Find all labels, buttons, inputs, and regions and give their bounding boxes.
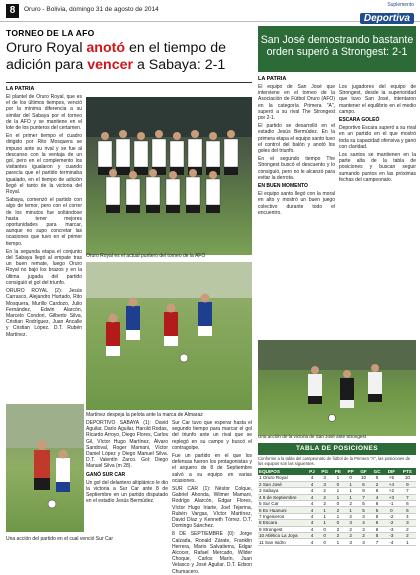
- stat-cell: 2: [331, 533, 344, 539]
- stat-cell: 3: [357, 513, 370, 519]
- match-photo-small: [6, 404, 84, 532]
- standings-title: TABLA DE POSICIONES: [258, 443, 416, 455]
- supplement-logo: [336, 2, 414, 24]
- table-row: [258, 475, 416, 481]
- stat-cell: 10: [357, 475, 370, 481]
- paragraph: Sabaya, comenzó el partido con algo de temor, pero con el correr de los minutos fue soltándose hasta tener mejores oportunidades para marcar, aunque no supo concretar las ocasiones que tuvo en el primer tiempo.: [6, 197, 82, 247]
- column-header: PJ: [306, 468, 318, 475]
- stat-cell: 6: [357, 481, 370, 487]
- right-story-headline-box: [258, 26, 416, 72]
- san-jose-action-illustration: [258, 340, 416, 436]
- team-cell: 11 San Isidro: [258, 539, 306, 545]
- right-story-section-label: LA PATRIA: [258, 76, 287, 82]
- stat-cell: 7: [399, 494, 416, 500]
- stat-cell: 2: [399, 533, 416, 539]
- stat-cell: 1: [344, 507, 357, 513]
- stat-cell: 0: [331, 481, 344, 487]
- photo-caption: Una acción del partido en el cual venció Sur Car: [6, 536, 114, 542]
- left-story-column-2: [86, 420, 168, 532]
- column-header: DIF: [384, 468, 399, 475]
- stat-cell: 4: [306, 520, 318, 526]
- column-header: PG: [318, 468, 332, 475]
- stat-cell: 7: [399, 488, 416, 494]
- left-story-headline: [6, 40, 252, 74]
- stat-cell: -2: [384, 520, 399, 526]
- table-row: [258, 539, 416, 545]
- subheading: GANÓ SUR CAR: [86, 471, 126, 478]
- supplement-label: Suplemento: [387, 2, 414, 8]
- stat-cell: 7: [370, 539, 384, 545]
- stat-cell: 0: [331, 501, 344, 507]
- formation-text: SUR CAR (1): Néstor Colque, Gabriel Ahonda, Wilmer Mamani, Rodrigo Alarcón, Edgar Flores, Víctor Hugo Iriarte, Joel Tejerina, Rubén Vargas, Víctor Martínez, David Díaz y Kenneth Tórrez. D.T. Domingo Sánchez.: [172, 486, 252, 530]
- stat-cell: +4: [384, 481, 399, 487]
- stat-cell: 1: [344, 481, 357, 487]
- stat-cell: 6: [399, 501, 416, 507]
- paragraph: Sur Car tuvo que esperar hasta el segundo tiempo para marcar el gol del triunfo ante un rival que se replegó en su campo y buscó el contragolpe.: [172, 420, 252, 451]
- sur-car-action-illustration: [6, 404, 84, 532]
- standings-header-row: [258, 468, 416, 475]
- team-cell: 6 Ex Huanuni: [258, 507, 306, 513]
- stat-cell: 1: [344, 494, 357, 500]
- column-header: PP: [344, 468, 357, 475]
- stat-cell: 2: [370, 481, 384, 487]
- stat-cell: 6: [370, 526, 384, 532]
- stat-cell: 1: [331, 475, 344, 481]
- stat-cell: 9: [399, 481, 416, 487]
- stat-cell: 2: [331, 526, 344, 532]
- stat-cell: 3: [318, 475, 332, 481]
- stat-cell: 5: [370, 533, 384, 539]
- stat-cell: 2: [399, 526, 416, 532]
- right-story-column-1: [258, 84, 335, 336]
- paragraph: El plantel de Oruro Royal, que es el de los últimos tiempos, venció por la mínima diferencia a su similar del Sabaya por el torneo de la AFO y se mantiene en el lote de los punteros del certamen.: [6, 94, 82, 132]
- stat-cell: +5: [384, 475, 399, 481]
- stat-cell: 0: [331, 520, 344, 526]
- stat-cell: -4: [384, 539, 399, 545]
- stat-cell: 5: [357, 507, 370, 513]
- stat-cell: 5: [370, 507, 384, 513]
- team-cell: 1 Oruro Royal: [258, 475, 306, 481]
- stat-cell: 2: [331, 507, 344, 513]
- headline-part: a Sabaya: 2-1: [133, 57, 226, 73]
- column-header: EQUIPOS: [258, 468, 306, 475]
- paragraph: En el segundo tiempo The Strongest buscó el descuento y lo consiguió, pero no le alcanzó para evitar la derrota.: [258, 156, 335, 181]
- stat-cell: +3: [384, 494, 399, 500]
- paragraph: En el primer tiempo el cuadro dirigido por Rito Mosquera se impuso ante su rival y se fue al descanso con la ventaja de un gol, pero en el complemento los visitantes igualaron y cuando parecía que el partido terminaba igualado, en el tiempo de adición llegó el tanto de la victoria del Royal.: [6, 133, 82, 196]
- san-jose-match-photo: [258, 340, 416, 436]
- paragraph: El partido se desarrolló en el estadio Jesús Bermúdez. En la primera etapa el equipo santo tuvo el control del balón y anotó los goles del triunfo.: [258, 123, 335, 155]
- team-cell: 5 Sur Car: [258, 501, 306, 507]
- stat-cell: -3: [384, 533, 399, 539]
- formation-text: ORURO ROYAL (2): Jesús Carrasco, Alejandro Hurtado, Rito Mosquera, Murillo Cardozo, Julio Fernández, Edwin Alarcón, Marcelo Condori, Gilberto Silva, Cristian Rodríguez, Juan Ancalle y Cristian López. D.T. Rubén Martínez.: [6, 288, 82, 338]
- stat-cell: 4: [306, 526, 318, 532]
- stat-cell: 1: [331, 539, 344, 545]
- standings-note: Conforme a la tabla del campeonato de fútbol de la Primera "A", las posiciones de los equipos son las siguientes.: [258, 456, 411, 466]
- photo-caption: Una acción de la victoria de San José ante Strongest: [258, 434, 367, 439]
- team-cell: 9 Strongest: [258, 526, 306, 532]
- paragraph: En la segunda etapa el conjunto del Sabaya llegó al empate tras un buen remate, luego Oruro Royal no bajó los brazos y en la última jugada del partido consiguió el gol del triunfo.: [6, 248, 82, 286]
- column-header: GF: [357, 468, 370, 475]
- table-row: [258, 494, 416, 500]
- table-row: [258, 526, 416, 532]
- stat-cell: 2: [318, 501, 332, 507]
- stat-cell: 3: [344, 520, 357, 526]
- page-date-line: Oruro - Bolivia, domingo 31 de agosto de 2014: [24, 6, 159, 13]
- stat-cell: 8: [357, 488, 370, 494]
- headline-highlight: vencer: [87, 57, 133, 73]
- stat-cell: 5: [370, 475, 384, 481]
- team-photo: [86, 97, 252, 255]
- page-number: 8: [6, 4, 19, 18]
- stat-cell: 2: [344, 501, 357, 507]
- stat-cell: 0: [384, 507, 399, 513]
- left-story-section-label: LA PATRIA: [6, 86, 35, 92]
- headline-divider: [6, 82, 252, 83]
- stat-cell: 4: [306, 533, 318, 539]
- standings-body: [258, 475, 416, 545]
- stat-cell: 4: [306, 513, 318, 519]
- paragraph: Un gol del delantero altiplánico le dio la victoria a Sur Car ante 8 de Septiembre en un partido disputado en el estadio Jesús Bermúdez.: [86, 479, 168, 505]
- stat-cell: 0: [318, 539, 332, 545]
- stat-cell: 3: [344, 539, 357, 545]
- photo-caption: Martínez despeja la pelota ante la marca de Almaraz: [86, 412, 203, 418]
- stat-cell: 6: [370, 488, 384, 494]
- team-lineup-illustration: [86, 97, 252, 255]
- stat-cell: 1: [331, 513, 344, 519]
- stat-cell: 0: [318, 533, 332, 539]
- stat-cell: 1: [331, 494, 344, 500]
- stat-cell: 0: [344, 475, 357, 481]
- stat-cell: 4: [306, 507, 318, 513]
- paragraph: El equipo de San José que interviene en el torneo de la Asociación de Fútbol Oruro (AFO) en la categoría Primera "A", superó a su rival The Strongest por 2-1.: [258, 84, 335, 122]
- table-row: [258, 513, 416, 519]
- team-cell: 10 Atlético La Joya: [258, 533, 306, 539]
- stat-cell: 2: [344, 526, 357, 532]
- stat-cell: 2: [318, 494, 332, 500]
- column-header: PE: [331, 468, 344, 475]
- stat-cell: -2: [384, 513, 399, 519]
- match-photo: [86, 262, 252, 410]
- stat-cell: 3: [399, 520, 416, 526]
- paragraph: Los santos se mantienen en la parte alta de la tabla de posiciones y buscan seguir sumando puntos en las próximas fechas del campeonato.: [339, 152, 416, 183]
- stat-cell: 5: [370, 513, 384, 519]
- left-story-column-3: [172, 420, 252, 575]
- left-story-kicker: TORNEO DE LA AFO: [6, 28, 95, 38]
- stat-cell: 1: [399, 539, 416, 545]
- team-cell: 2 San José: [258, 481, 306, 487]
- stat-cell: 4: [306, 481, 318, 487]
- stat-cell: 4: [370, 494, 384, 500]
- column-header: GC: [370, 468, 384, 475]
- stat-cell: 3: [357, 526, 370, 532]
- stat-cell: 4: [306, 494, 318, 500]
- stat-cell: -1: [384, 501, 399, 507]
- headline-part: Oruro Royal: [6, 40, 87, 56]
- headline-part: en el tiempo de adición para: [6, 40, 227, 73]
- stat-cell: 1: [318, 507, 332, 513]
- paragraph: Fue un partido en el que los defensas fueron los protagonistas y el arquero de 8 de Septiembre salvó a su equipo en varias ocasiones.: [172, 453, 252, 484]
- photo-caption: Oruro Royal es el actual puntero del torneo de la AFO: [86, 253, 206, 259]
- stat-cell: 4: [306, 475, 318, 481]
- table-row: [258, 507, 416, 513]
- stat-cell: 5: [399, 507, 416, 513]
- stat-cell: 6: [370, 501, 384, 507]
- team-cell: 8 Escara: [258, 520, 306, 526]
- stat-cell: 10: [399, 475, 416, 481]
- table-row: [258, 533, 416, 539]
- stat-cell: 4: [306, 539, 318, 545]
- stat-cell: 2: [318, 488, 332, 494]
- subheading: ESCARA GOLEÓ: [339, 117, 380, 124]
- stat-cell: 3: [318, 481, 332, 487]
- team-cell: 4 8 de Septiembre: [258, 494, 306, 500]
- subheading: EN BUEN MOMENTO: [258, 183, 308, 190]
- stat-cell: 2: [344, 513, 357, 519]
- stat-cell: 2: [344, 533, 357, 539]
- stat-cell: 2: [357, 533, 370, 539]
- right-story-headline: San José demostrando bastante orden superó a Strongest: 2-1: [260, 34, 414, 59]
- stat-cell: 6: [370, 520, 384, 526]
- column-header: PTS: [399, 468, 416, 475]
- stat-cell: 7: [357, 494, 370, 500]
- supplement-name: Deportiva: [360, 13, 414, 24]
- page-header: [0, 0, 420, 22]
- stat-cell: -3: [384, 526, 399, 532]
- stat-cell: 1: [344, 488, 357, 494]
- left-story-column-1: [6, 94, 82, 400]
- paragraph: El equipo santo llegó con la moral en alto y mostró un buen juego colectivo durante todo el encuentro.: [258, 191, 335, 216]
- stat-cell: 5: [357, 501, 370, 507]
- stat-cell: 1: [318, 520, 332, 526]
- stat-cell: 0: [318, 526, 332, 532]
- standings-table: [258, 468, 416, 546]
- stat-cell: 4: [399, 513, 416, 519]
- stat-cell: 1: [318, 513, 332, 519]
- team-cell: 3 Sabaya: [258, 488, 306, 494]
- right-story-column-2: [339, 84, 416, 336]
- paragraph: Los jugadores del equipo de Strongest, desde la superioridad que tuvo San José, intentaron mantener el equilibrio en el medio campo.: [339, 84, 416, 115]
- match-action-illustration: [86, 262, 252, 410]
- stat-cell: 4: [306, 488, 318, 494]
- formation-text: DEPORTIVO SABAYA (1): David Aguilar, Darío Aguilar, Harold Rodas, Ricardo Arroyo, Diego Flores, Carlos Gil, Víctor Hugo Martínez, Álvaro Sandoval, Roger Mamani, Víctor Daniel López y Diego Manuel Silva. D.T. Valentín Zarco. Gol: Diego Manuel Silva (m 28).: [86, 420, 168, 470]
- stat-cell: +2: [384, 488, 399, 494]
- paragraph: Deportivo Escara superó a su rival en un partido en el que mostró toda su capacidad ofensiva y ganó con claridad.: [339, 125, 416, 150]
- stat-cell: 3: [357, 539, 370, 545]
- formation-text: 8 DE SEPTIEMBRE (0): Jorge Calzada, Ronald Zárate, Franklin Herrera, Mario Salvatierra, Edgar Alcocer, Rafael Mercado, Wilder Choque, Carlos Marín, Juan Velasco y José Aguilar. D.T. Edson Chumacero.: [172, 531, 252, 575]
- table-row: [258, 481, 416, 487]
- headline-highlight: anotó: [86, 40, 126, 56]
- stat-cell: 4: [357, 520, 370, 526]
- stat-cell: 4: [306, 501, 318, 507]
- stat-cell: 1: [331, 488, 344, 494]
- team-cell: 7 Ingenieros: [258, 513, 306, 519]
